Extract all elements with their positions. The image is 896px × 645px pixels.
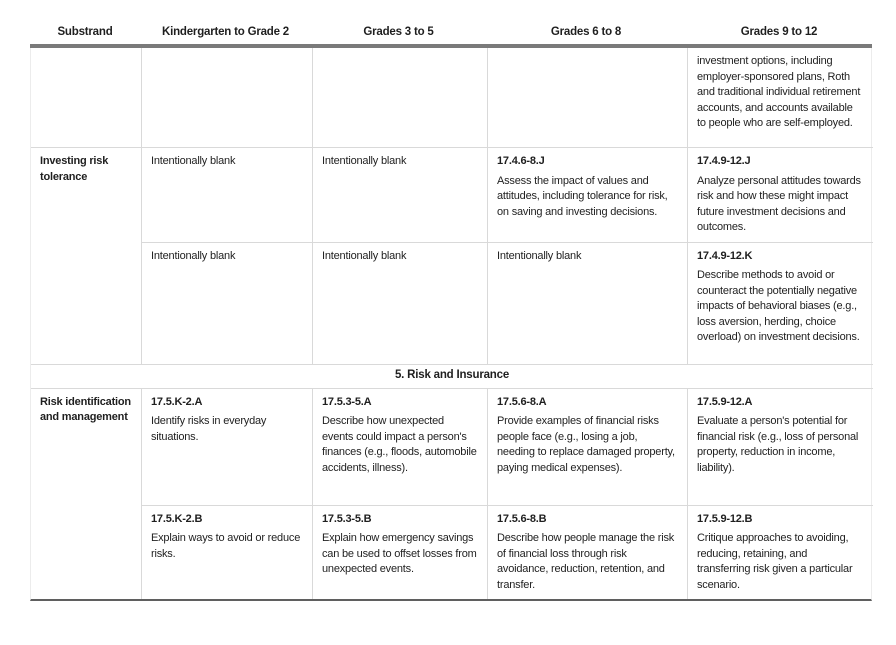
standard-code: 17.4.9-12.J bbox=[697, 155, 751, 167]
table-cell-empty bbox=[141, 48, 312, 147]
table-cell bbox=[487, 242, 687, 364]
table-cell bbox=[141, 242, 312, 364]
table-cell bbox=[141, 388, 312, 505]
substrand-cell-investing-risk-tolerance: Investing risk tolerance bbox=[31, 147, 141, 364]
column-header-grades-6-8: Grades 6 to 8 bbox=[550, 26, 622, 38]
standard-code: 17.4.9-12.K bbox=[697, 249, 753, 262]
table-header-row bbox=[30, 24, 872, 48]
table-cell bbox=[487, 505, 687, 600]
intentionally-blank-text: Intentionally blank bbox=[497, 249, 582, 262]
table-cell bbox=[687, 388, 873, 505]
table-body bbox=[30, 48, 872, 601]
standards-table bbox=[30, 24, 872, 601]
table-cell-continuation bbox=[687, 48, 873, 147]
standard-code: 17.5.9-12.B bbox=[697, 512, 753, 525]
standard-code: 17.5.3-5.A bbox=[322, 395, 372, 408]
table-cell bbox=[487, 147, 687, 242]
standard-code: 17.5.K-2.A bbox=[151, 395, 203, 408]
standard-text: Explain ways to avoid or reduce risks. bbox=[151, 532, 301, 560]
table-cell-empty bbox=[487, 48, 687, 147]
intentionally-blank-text: Intentionally blank bbox=[151, 155, 236, 167]
substrand-cell-risk-identification: Risk identification and management bbox=[31, 388, 141, 600]
standard-text: Evaluate a person's potential for financial risk (e.g., loss of personal property, reduction in income, liability). bbox=[697, 415, 859, 474]
section-header-risk-and-insurance: 5. Risk and Insurance bbox=[31, 364, 873, 388]
table-cell bbox=[687, 147, 873, 242]
intentionally-blank-text: Intentionally blank bbox=[151, 249, 236, 262]
standard-code: 17.5.6-8.B bbox=[497, 512, 547, 525]
intentionally-blank-text: Intentionally blank bbox=[322, 155, 407, 167]
table-cell bbox=[141, 505, 312, 600]
table-cell bbox=[312, 242, 487, 364]
table-cell bbox=[312, 388, 487, 505]
substrand-cell-empty bbox=[31, 48, 141, 147]
column-header-k2: Kindergarten to Grade 2 bbox=[161, 26, 290, 38]
standard-text: Explain how emergency savings can be used to offset losses from unexpected events. bbox=[322, 532, 477, 575]
standard-text: Provide examples of financial risks people face (e.g., losing a job, needing to replace damaged property, paying medical expenses). bbox=[497, 415, 675, 474]
table-cell-empty bbox=[312, 48, 487, 147]
table-cell bbox=[687, 242, 873, 364]
table-cell bbox=[312, 505, 487, 600]
column-header-grades-9-12: Grades 9 to 12 bbox=[740, 26, 818, 38]
table-cell bbox=[141, 147, 312, 242]
standard-text: Analyze personal attitudes towards risk and how these might impact future investment decisions and outcomes. bbox=[697, 174, 861, 233]
standard-text: Identify risks in everyday situations. bbox=[151, 415, 267, 443]
standard-text: Describe how unexpected events could impact a person's finances (e.g., floods, automobile accidents, illness). bbox=[322, 415, 477, 474]
standard-text: Critique approaches to avoiding, reducing, retaining, and transferring risk given a particular scenario. bbox=[697, 532, 853, 591]
table-cell bbox=[487, 388, 687, 505]
table-cell bbox=[687, 505, 873, 600]
standard-text: Assess the impact of values and attitudes, including tolerance for risk, on saving and investing decisions. bbox=[497, 174, 668, 218]
standard-text: investment options, including employer-sponsored plans, Roth and traditional individual retirement accounts, and accounts available to people who are self-employed. bbox=[697, 55, 861, 129]
table-cell bbox=[312, 147, 487, 242]
column-header-substrand: Substrand bbox=[57, 26, 113, 38]
standard-code: 17.4.6-8.J bbox=[497, 155, 545, 167]
column-header-grades-3-5: Grades 3 to 5 bbox=[363, 26, 434, 38]
standard-text: Describe methods to avoid or counteract the potentially negative impacts of behavioral biases (e.g., loss aversion, herding, choice overload) on investment decisions. bbox=[697, 269, 860, 343]
intentionally-blank-text: Intentionally blank bbox=[322, 249, 407, 262]
standard-code: 17.5.3-5.B bbox=[322, 512, 372, 525]
standard-code: 17.5.9-12.A bbox=[697, 395, 753, 408]
standard-text: Describe how people manage the risk of financial loss through risk avoidance, reduction, retention, and transfer. bbox=[497, 532, 675, 591]
standard-code: 17.5.K-2.B bbox=[151, 512, 203, 525]
standard-code: 17.5.6-8.A bbox=[497, 395, 547, 408]
